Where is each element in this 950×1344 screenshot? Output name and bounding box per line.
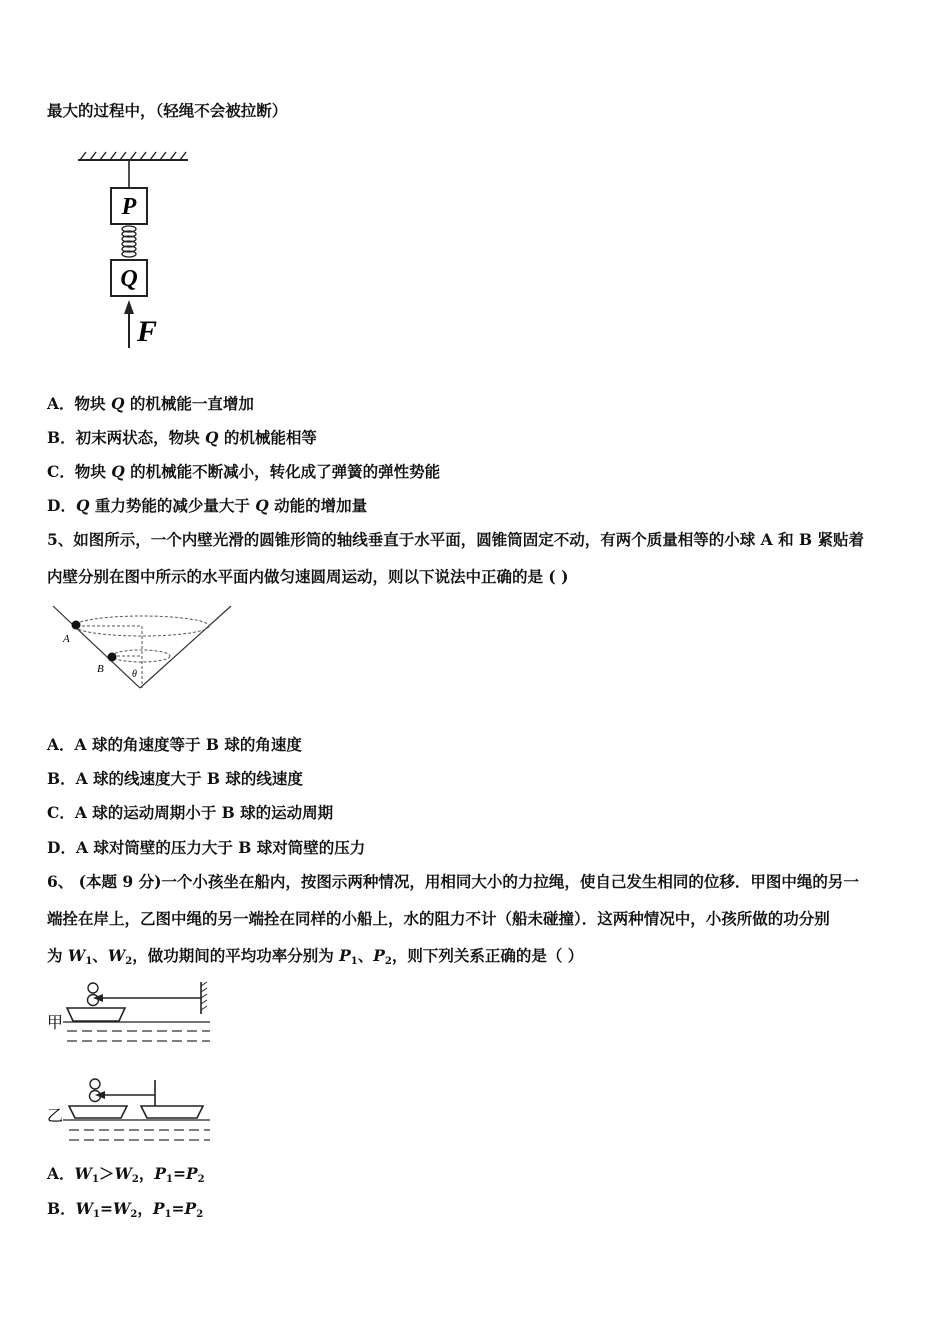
label-p: P — [121, 194, 137, 220]
q5-option-b: B．A 球的线速度大于 B 球的线速度 — [47, 769, 303, 788]
q5-option-d: D．A 球对筒壁的压力大于 B 球对筒壁的压力 — [47, 838, 366, 857]
q5-stem-line1: 5、如图所示，一个内壁光滑的圆锥形筒的轴线垂直于水平面，圆锥筒固定不动，有两个质量相等的小球 A 和 B 紧贴着 — [47, 530, 865, 549]
q5-stem-line2: 内壁分别在图中所示的水平面内做匀速圆周运动，则以下说法中正确的是 ( ) — [47, 567, 569, 586]
label-theta: θ — [132, 669, 137, 680]
q4-figure-spring-blocks — [70, 148, 180, 353]
q5-option-c: C．A 球的运动周期小于 B 球的运动周期 — [47, 803, 334, 822]
label-q: Q — [120, 266, 138, 292]
label-jia: 甲 — [47, 1015, 64, 1032]
q6-figure-jia — [45, 978, 215, 1048]
q6-stem-line3: 为 $W_1$、$W_2$，做功期间的平均功率分别为 $P_1$、$P_2$，则下列关系正确的是（ ） — [47, 946, 584, 967]
q4-option-b: B．初末两状态，物块 Q 的机械能相等 — [47, 428, 317, 447]
q6-stem-line1: 6、 (本题 9 分)一个小孩坐在船内，按图示两种情况，用相同大小的力拉绳，使自己发生相同的位移．甲图中绳的另一 — [47, 872, 859, 891]
q6-figure-yi — [45, 1076, 215, 1148]
q6-option-a: A．$W_1>W_2$，$P_1=P_2$ — [47, 1164, 205, 1185]
intro-line: 最大的过程中，（轻绳不会被拉断） — [47, 101, 288, 120]
q4-option-d: D．Q 重力势能的减少量大于 Q 动能的增加量 — [47, 496, 368, 515]
q5-option-a: A．A 球的角速度等于 B 球的角速度 — [47, 735, 302, 754]
label-yi: 乙 — [47, 1108, 64, 1125]
q4-option-c: C．物块 Q 的机械能不断减小，转化成了弹簧的弹性势能 — [47, 462, 441, 481]
q6-stem-line2: 端拴在岸上，乙图中绳的另一端拴在同样的小船上，水的阻力不计（船未碰撞）．这两种情况中，小孩所做的功分别 — [47, 909, 830, 928]
label-b: B — [97, 663, 104, 675]
label-f: F — [137, 315, 158, 348]
q6-option-b: B．$W_1=W_2$，$P_1=P_2$ — [47, 1199, 204, 1220]
q4-option-a: A．物块 Q 的机械能一直增加 — [47, 394, 254, 413]
q5-figure-cone — [45, 604, 235, 694]
label-a: A — [63, 633, 70, 645]
